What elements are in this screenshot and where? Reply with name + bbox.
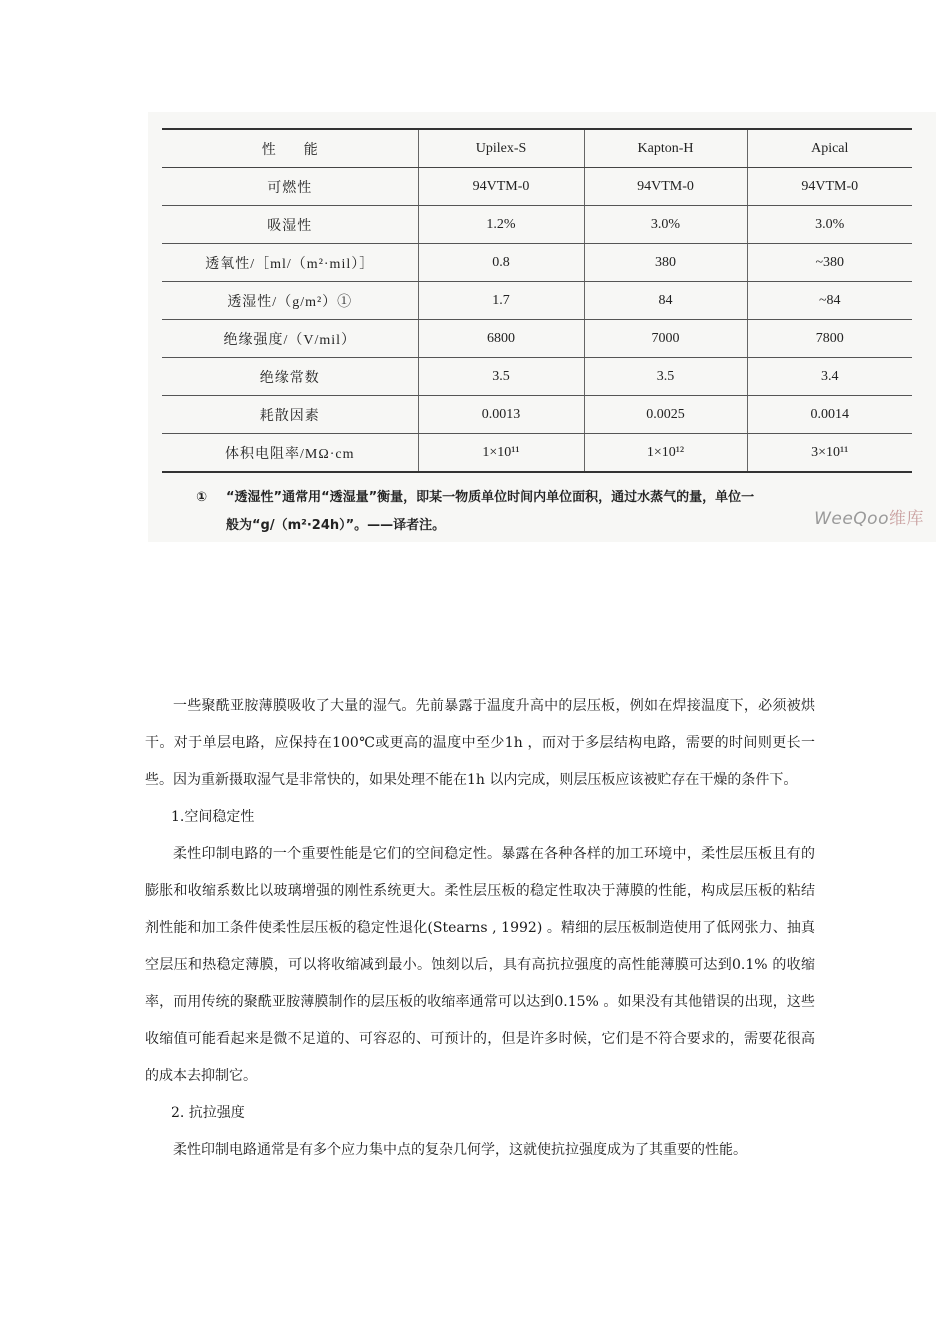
table-row [162,206,912,244]
footnote-line-2: 般为“g/（m²·24h）”。——译者注。 [226,518,446,533]
property-name: 可燃性 [162,168,418,206]
paragraph: 柔性印制电路的一个重要性能是它们的空间稳定性。暴露在各种各样的加工环境中，柔性层压板且有的膨胀和收缩系数比以玻璃增强的刚性系统更大。柔性层压板的稳定性取决于薄膜的性能，构成层压板的粘结剂性能和加工条件使柔性层压板的稳定性退化(Stearns , 1992) 。精细的层压板制造使用了低网张力、抽真空层压和热稳定薄膜，可以将收缩减到最小。蚀刻以后，具有高抗拉强度的高性能薄膜可达到0.1% 的收缩率，而用传统的聚酰亚胺薄膜制作的层压板的收缩率通常可以达到0.15% 。如果没有其他错误的出现，这些收缩值可能看起来是微不足道的、可容忍的、可预计的，但是许多时候，它们是不符合要求的，需要花很高的成本去抑制它。 [145,846,815,1084]
upilex-value: 1.7 [418,282,584,320]
kapton-value: 380 [584,244,747,282]
kapton-value: 0.0025 [584,396,747,434]
header-upilex: Upilex-S [418,129,584,168]
kapton-value: 1×10¹² [584,434,747,473]
paragraph: 柔性印制电路通常是有多个应力集中点的复杂几何学，这就使抗拉强度成为了其重要的性能。 [173,1142,747,1158]
upilex-value: 3.5 [418,358,584,396]
apical-value: 0.0014 [747,396,912,434]
property-name: 透湿性/（g/m²）① [162,282,418,320]
watermark-logo [814,504,924,529]
properties-table-image [148,112,936,542]
property-name: 绝缘强度/（V/mil） [162,320,418,358]
apical-value: ~84 [747,282,912,320]
table-row [162,320,912,358]
property-name: 吸湿性 [162,206,418,244]
section-heading-tensile-strength: 2. 抗拉强度 [171,1105,245,1121]
upilex-value: 1.2% [418,206,584,244]
header-apical: Apical [747,129,912,168]
property-name: 耗散因素 [162,396,418,434]
property-name: 绝缘常数 [162,358,418,396]
table-row [162,396,912,434]
kapton-value: 94VTM-0 [584,168,747,206]
upilex-value: 0.8 [418,244,584,282]
property-name: 体积电阻率/MΩ·cm [162,434,418,473]
apical-value: 94VTM-0 [747,168,912,206]
upilex-value: 6800 [418,320,584,358]
table-row [162,282,912,320]
table-row [162,358,912,396]
apical-value: 3.0% [747,206,912,244]
kapton-value: 3.0% [584,206,747,244]
header-kapton: Kapton-H [584,129,747,168]
footnote-marker: ① [196,490,208,505]
kapton-value: 7000 [584,320,747,358]
table-footnote [196,484,916,540]
upilex-value: 1×10¹¹ [418,434,584,473]
header-property: 性 能 [162,129,418,168]
property-name: 透氧性/［ml/（m²·mil）］ [162,244,418,282]
apical-value: 3×10¹¹ [747,434,912,473]
apical-value: ~380 [747,244,912,282]
kapton-value: 3.5 [584,358,747,396]
table-header-row [162,129,912,168]
watermark-cn: 维库 [889,509,924,529]
kapton-value: 84 [584,282,747,320]
table-row [162,168,912,206]
upilex-value: 0.0013 [418,396,584,434]
footnote-line-1: “透湿性”通常用“透湿量”衡量，即某一物质单位时间内单位面积，通过水蒸气的量，单位一 [226,490,755,505]
apical-value: 7800 [747,320,912,358]
apical-value: 3.4 [747,358,912,396]
table-row [162,244,912,282]
table-row [162,434,912,473]
section-heading-dimensional-stability: 1.空间稳定性 [171,809,255,825]
paragraph: 一些聚酰亚胺薄膜吸收了大量的湿气。先前暴露于温度升高中的层压板，例如在焊接温度下，必须被烘干。对于单层电路，应保持在100℃或更高的温度中至少1h ，而对于多层结构电路，需要的时间则更长一些。因为重新摄取湿气是非常快的，如果处理不能在1h 以内完成，则层压板应该被贮存在干燥的条件下。 [145,698,815,788]
article-body [145,688,815,1169]
upilex-value: 94VTM-0 [418,168,584,206]
properties-table [162,128,912,473]
watermark-latin: WeeQoo [814,509,889,529]
